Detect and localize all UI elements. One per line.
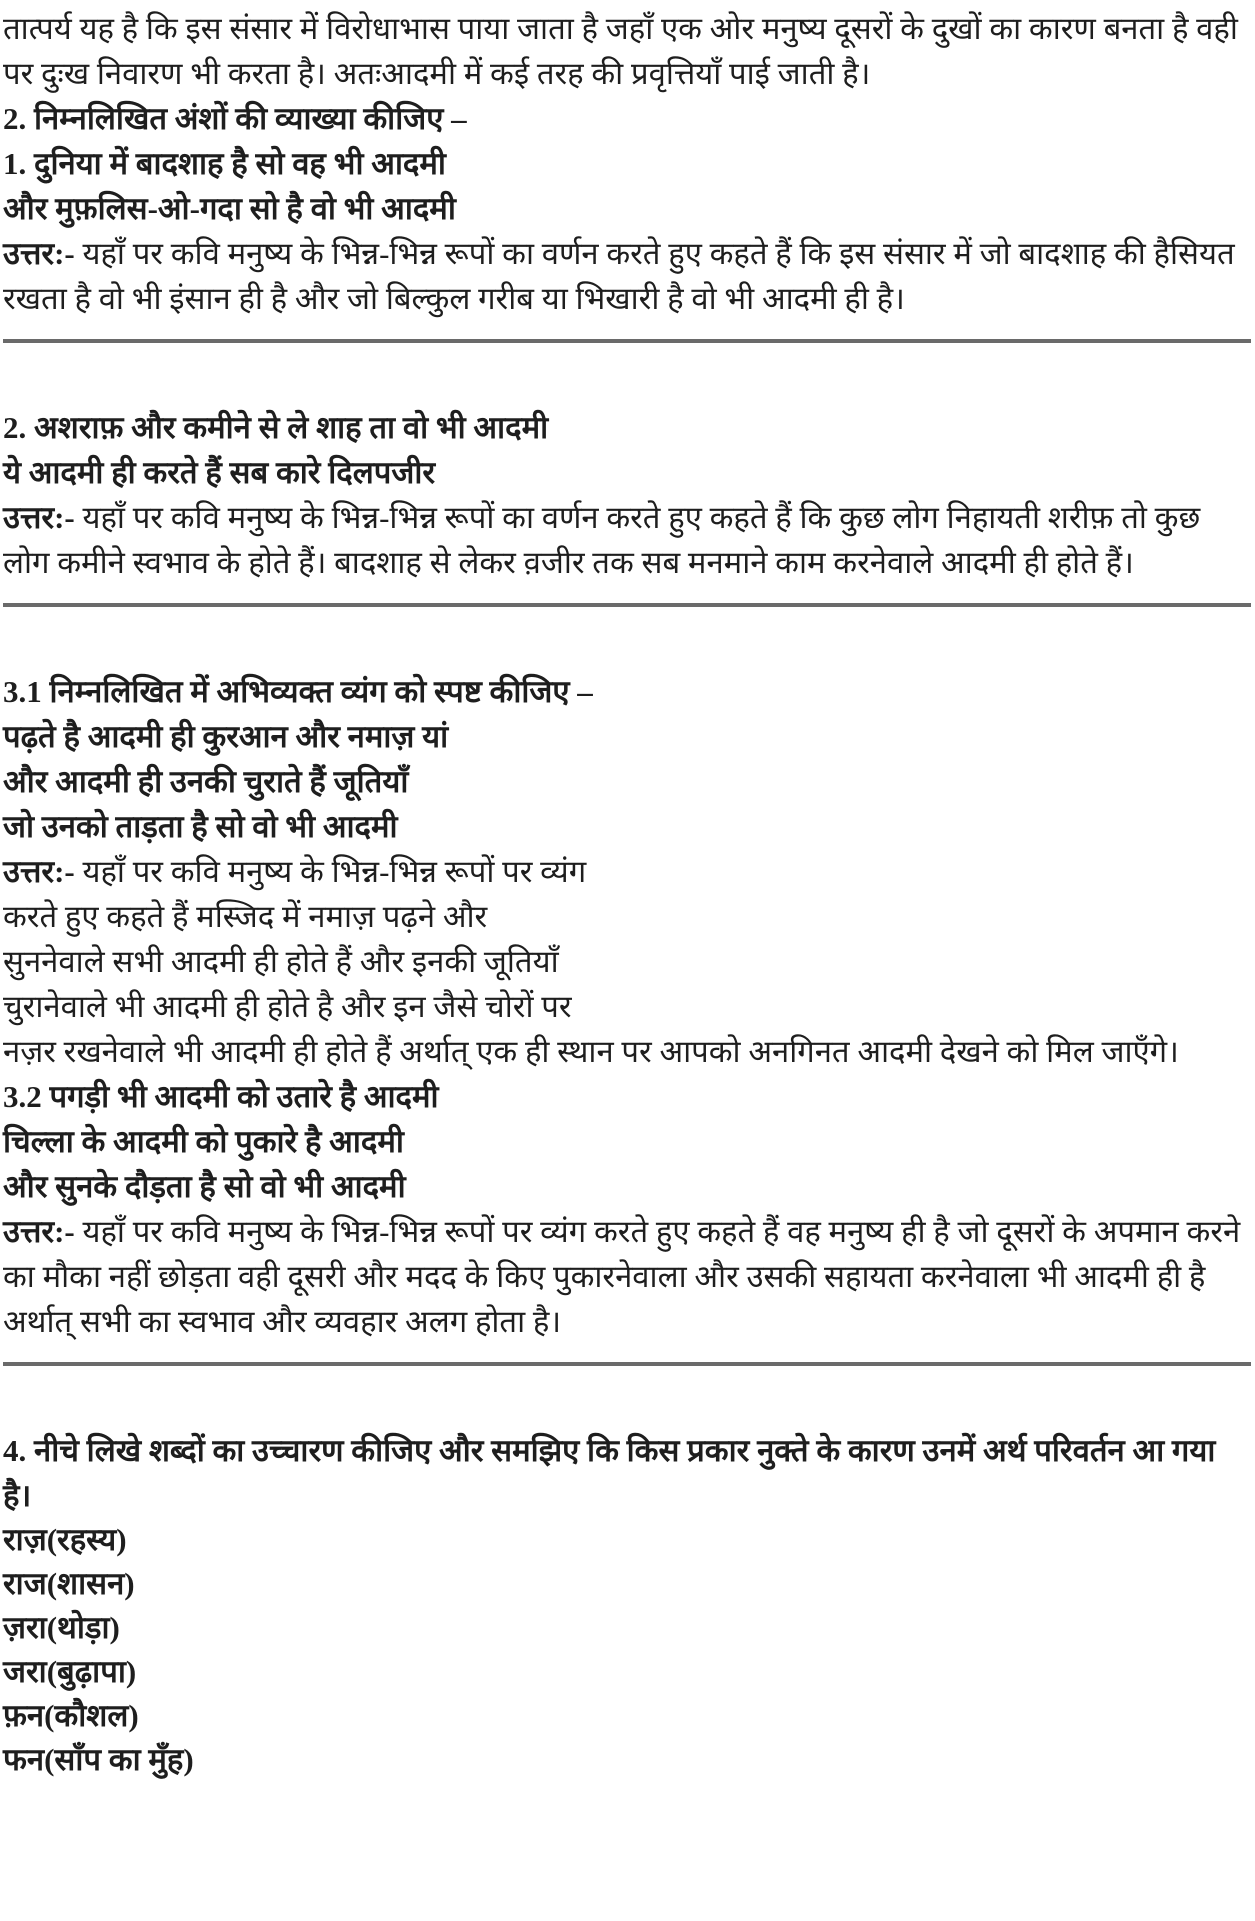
answer-label: उत्तर:- bbox=[3, 236, 75, 271]
word-item: जरा(बुढ़ापा) bbox=[3, 1654, 137, 1689]
answer-text: यहाँ पर कवि मनुष्य के भिन्न-भिन्न रूपों का वर्णन करते हुए कहते हैं कि कुछ लोग निहायती शरीफ़ तो कुछ लोग कमीने स्वभाव के होते हैं। बादशाह से लेकर व़जीर तक सब मनमाने काम करनेवाले आदमी ही होते हैं। bbox=[3, 500, 1201, 580]
answer-label: उत्तर:- bbox=[3, 500, 75, 535]
answer-line: करते हुए कहते हैं मस्जिद में नमाज़ पढ़ने और bbox=[3, 899, 488, 934]
question-3-2-verse-line-1: 3.2 पगड़ी भी आदमी को उतारे है आदमी bbox=[3, 1079, 439, 1114]
question-2-2-verse-line-2: ये आदमी ही करते हैं सब कारे दिलपजीर bbox=[3, 455, 436, 490]
answer-text: यहाँ पर कवि मनुष्य के भिन्न-भिन्न रूपों पर व्यंग करते हुए कहते हैं वह मनुष्य ही है जो दूसरों के अपमान करने का मौका नहीं छोड़ता वही दूसरी और मदद के किए पुकारनेवाला और उसकी सहायता करनेवाला भी आदमी ही है अर्थात् सभी का स्वभाव और व्यवहार अलग होता है। bbox=[3, 1214, 1241, 1339]
word-item: राज़(रहस्य) bbox=[3, 1522, 127, 1557]
question-3-2-verse-line-2: चिल्ला के आदमी को पुकारे है आदमी bbox=[3, 1124, 404, 1159]
word-item: फ़न(कौशल) bbox=[3, 1698, 139, 1733]
intro-paragraph: तात्पर्य यह है कि इस संसार में विरोधाभास पाया जाता है जहाँ एक ओर मनुष्य दूसरों के दुखों का कारण बनता है वही पर दुःख निवारण भी करता है। अतःआदमी में कई तरह की प्रवृत्तियाँ पाई जाती है। bbox=[3, 11, 1238, 91]
question-4-heading: 4. नीचे लिखे शब्दों का उच्चारण कीजिए और समझिए कि किस प्रकार नुक्ते के कारण उनमें अर्थ परिवर्तन आ गया है। bbox=[3, 1433, 1216, 1513]
word-item: फन(साँप का मुँह) bbox=[3, 1742, 194, 1777]
section-divider bbox=[3, 1362, 1251, 1366]
answer-line bbox=[3, 849, 1251, 894]
answer-line: चुरानेवाले भी आदमी ही होते है और इन जैसे चोरों पर bbox=[3, 989, 572, 1024]
question-2-heading: 2. निम्नलिखित अंशों की व्याख्या कीजिए – bbox=[3, 101, 467, 136]
question-3-1-verse-line-1: पढ़ते है आदमी ही कुरआन और नमाज़ यां bbox=[3, 719, 449, 754]
question-3-1-block bbox=[3, 669, 1251, 1344]
question-2-2-verse-line-1: 2. अशराफ़ और कमीने से ले शाह ता वो भी आदमी bbox=[3, 410, 549, 445]
word-item: राज(शासन) bbox=[3, 1566, 135, 1601]
word-item: ज़रा(थोड़ा) bbox=[3, 1610, 120, 1645]
answer-label: उत्तर:- bbox=[3, 1214, 75, 1249]
question-2-verse-line-2: और मुफ़लिस-ओ-गदा सो है वो भी आदमी bbox=[3, 191, 456, 226]
question-3-2-answer bbox=[3, 1209, 1251, 1344]
question-3-2-verse-line-3: और सुनके दौड़ता है सो वो भी आदमी bbox=[3, 1169, 406, 1204]
question-3-1-heading: 3.1 निम्नलिखित में अभिव्यक्त व्यंग को स्पष्ट कीजिए – bbox=[3, 674, 593, 709]
question-2-answer bbox=[3, 231, 1251, 321]
question-2-verse-line-1: 1. दुनिया में बादशाह है सो वह भी आदमी bbox=[3, 146, 446, 181]
answer-label: उत्तर:- bbox=[3, 854, 75, 889]
answer-line: नज़र रखनेवाले भी आदमी ही होते हैं अर्थात् एक ही स्थान पर आपको अनगिनत आदमी देखने को मिल जाएँगे। bbox=[3, 1034, 1179, 1069]
answer-text: यहाँ पर कवि मनुष्य के भिन्न-भिन्न रूपों पर व्यंग bbox=[82, 854, 587, 889]
answer-line: सुननेवाले सभी आदमी ही होते हैं और इनकी जूतियाँ bbox=[3, 944, 559, 979]
question-3-1-verse-line-3: जो उनको ताड़ता है सो वो भी आदमी bbox=[3, 809, 398, 844]
section-divider bbox=[3, 339, 1251, 343]
question-2-block bbox=[3, 96, 1251, 321]
section-divider bbox=[3, 603, 1251, 607]
answer-text: यहाँ पर कवि मनुष्य के भिन्न-भिन्न रूपों का वर्णन करते हुए कहते हैं कि इस संसार में जो बादशाह की हैसियत रखता है वो भी इंसान ही है और जो बिल्कुल गरीब या भिखारी है वो भी आदमी ही है। bbox=[3, 236, 1235, 316]
question-2-part-2-block bbox=[3, 405, 1251, 585]
question-4-block bbox=[3, 1428, 1251, 1782]
question-3-1-answer bbox=[3, 849, 1251, 1074]
word-list bbox=[3, 1518, 1251, 1782]
question-3-1-verse-line-2: और आदमी ही उनकी चुराते हैं जूतियाँ bbox=[3, 764, 409, 799]
question-2-2-answer bbox=[3, 495, 1251, 585]
